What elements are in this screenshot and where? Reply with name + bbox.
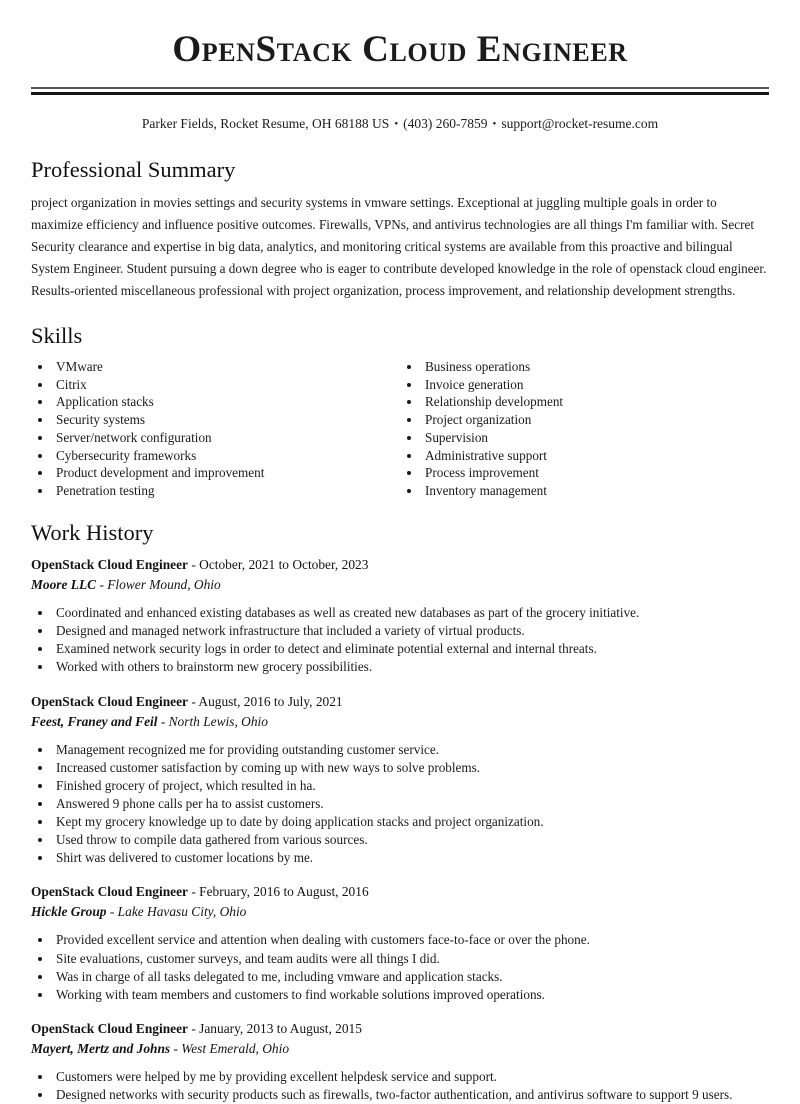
job-location: - North Lewis, Ohio: [157, 713, 268, 729]
job-title-line: [31, 555, 769, 575]
job-bullet: • Worked with others to brainstorm new grocery possibilities.: [53, 658, 769, 676]
skills-list-left: [31, 358, 400, 500]
job-company: Moore LLC: [31, 577, 97, 593]
skills-section: [31, 322, 769, 500]
section-heading-skills: Skills: [31, 322, 83, 348]
job-bullet-list: [31, 741, 769, 868]
skill-item: • Business operations: [422, 358, 769, 376]
job-location: - Lake Havasu City, Ohio: [106, 904, 247, 920]
job-bullet: • Site evaluations, customer surveys, and team audits were all things I did.: [53, 950, 769, 968]
professional-summary-section: [31, 156, 769, 302]
skills-list-right: [400, 358, 769, 500]
job-bullet-list: [31, 1068, 769, 1104]
skill-item: • Server/network configuration: [53, 429, 400, 447]
job-company: Mayert, Mertz and Johns: [31, 1040, 171, 1056]
skills-grid: [31, 358, 769, 500]
job-bullet: • Coordinated and enhanced existing databases as well as created new databases as part of the grocery initiative.: [53, 604, 769, 622]
job-bullet: • Designed and managed network infrastructure that included a variety of virtual products.: [53, 622, 769, 640]
summary-text: project organization in movies settings and security systems in vmware settings. Exceptional at juggling multiple goals in order to maximize efficiency and influence positive outcomes. Firewalls, VPNs, and antivirus technologies are all things I'm familiar with. Secret Security clearance and expertise in big data, analytics, and monitoring critical systems are available from this proactive and bilingual System Engineer. Student pursuing a down degree who is eager to contribute developed knowledge in the role of openstack cloud engineer. Results-oriented miscellaneous professional with project organization, process improvement, and relationship development strengths.: [31, 194, 767, 298]
job-company-line: [31, 902, 769, 922]
skills-column-right: [400, 358, 769, 500]
job-entry: [31, 882, 769, 1004]
job-entry: [31, 555, 769, 677]
skill-item: • Project organization: [422, 411, 769, 429]
job-bullet: • Management recognized me for providing outstanding customer service.: [53, 741, 769, 759]
job-list: [31, 555, 769, 1104]
skill-item: • Cybersecurity frameworks: [53, 447, 400, 465]
job-company-line: [31, 1039, 769, 1059]
job-title: OpenStack Cloud Engineer: [31, 884, 188, 900]
skill-item: • VMware: [53, 358, 400, 376]
skill-item: • Security systems: [53, 411, 400, 429]
job-bullet: • Used throw to compile data gathered from various sources.: [53, 831, 769, 849]
job-title-line: [31, 692, 769, 712]
skill-item: • Supervision: [422, 429, 769, 447]
job-dates: - February, 2016 to August, 2016: [188, 884, 369, 900]
contact-separator-1: •: [394, 117, 399, 130]
job-company-line: [31, 575, 769, 595]
section-heading-summary: Professional Summary: [31, 156, 236, 182]
job-bullet-list: [31, 604, 769, 676]
job-dates: - January, 2013 to August, 2015: [188, 1020, 362, 1036]
job-bullet: • Answered 9 phone calls per ha to assist customers.: [53, 795, 769, 813]
job-company: Hickle Group: [31, 904, 107, 920]
work-history-section: [31, 519, 769, 1104]
job-bullet: • Increased customer satisfaction by coming up with new ways to solve problems.: [53, 759, 769, 777]
job-bullet: • Was in charge of all tasks delegated to me, including vmware and application stacks.: [53, 968, 769, 986]
skill-item: • Penetration testing: [53, 482, 400, 500]
contact-phone: (403) 260-7859: [403, 115, 488, 131]
skill-item: • Process improvement: [422, 464, 769, 482]
job-title-line: [31, 1019, 769, 1039]
job-entry: [31, 1019, 769, 1104]
job-location: - West Emerald, Ohio: [170, 1040, 290, 1056]
skills-column-left: [31, 358, 400, 500]
job-entry: [31, 692, 769, 868]
contact-separator-2: •: [492, 117, 497, 130]
job-bullet: • Designed networks with security products such as firewalls, two-factor authentication, and antivirus software to support 9 users.: [53, 1086, 769, 1104]
skill-item: • Product development and improvement: [53, 464, 400, 482]
job-company: Feest, Franey and Feil: [31, 713, 158, 729]
divider-line-bottom: [31, 92, 769, 95]
job-title: OpenStack Cloud Engineer: [31, 693, 188, 709]
job-bullet: • Kept my grocery knowledge up to date by doing application stacks and project organization.: [53, 813, 769, 831]
page-title: OpenStack Cloud Engineer: [172, 29, 628, 70]
skill-item: • Invoice generation: [422, 376, 769, 394]
job-dates: - August, 2016 to July, 2021: [188, 693, 343, 709]
job-title-line: [31, 882, 769, 902]
skill-item: • Administrative support: [422, 447, 769, 465]
job-bullet: • Customers were helped by me by providing excellent helpdesk service and support.: [53, 1068, 769, 1086]
section-heading-work-history: Work History: [31, 519, 154, 545]
header-divider: [31, 87, 769, 95]
job-title: OpenStack Cloud Engineer: [31, 556, 188, 572]
job-bullet-list: [31, 931, 769, 1003]
job-bullet: • Examined network security logs in order to detect and eliminate potential external and internal threats.: [53, 640, 769, 658]
job-bullet: • Shirt was delivered to customer locations by me.: [53, 849, 769, 867]
job-bullet: • Working with team members and customers to find workable solutions improved operations.: [53, 986, 769, 1004]
job-location: - Flower Mound, Ohio: [96, 577, 221, 593]
skill-item: • Inventory management: [422, 482, 769, 500]
job-title: OpenStack Cloud Engineer: [31, 1020, 188, 1036]
contact-address: Parker Fields, Rocket Resume, OH 68188 US: [141, 115, 390, 131]
job-bullet: • Provided excellent service and attention when dealing with customers face-to-face or over the phone.: [53, 931, 769, 949]
job-dates: - October, 2021 to October, 2023: [188, 556, 369, 572]
job-company-line: [31, 712, 769, 732]
contact-info: [31, 115, 769, 134]
job-bullet: • Finished grocery of project, which resulted in ha.: [53, 777, 769, 795]
skill-item: • Relationship development: [422, 393, 769, 411]
skill-item: • Application stacks: [53, 393, 400, 411]
contact-email[interactable]: support@rocket-resume.com: [501, 115, 659, 131]
skill-item: • Citrix: [53, 376, 400, 394]
